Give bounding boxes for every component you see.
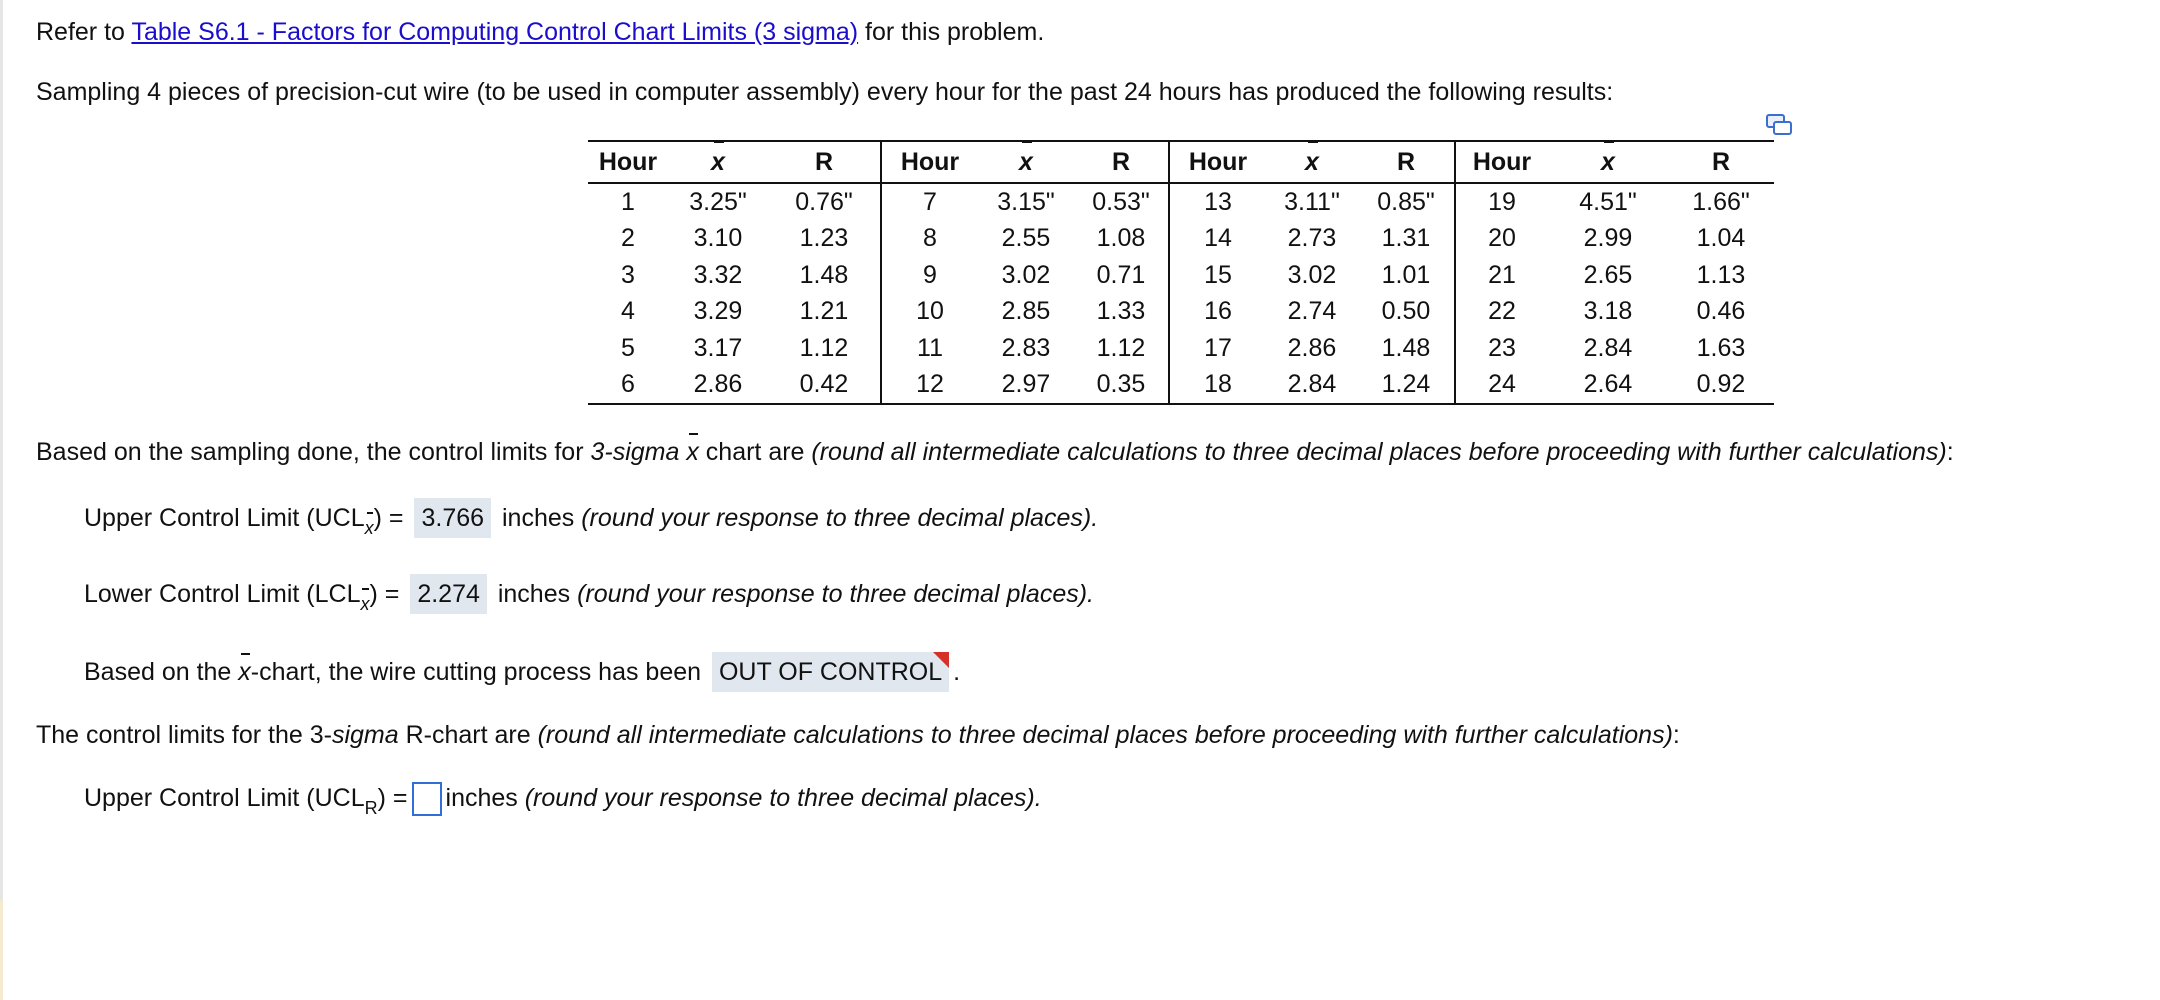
cell-hour: 15 <box>1169 257 1266 294</box>
table-row <box>588 367 1774 405</box>
cell-hour: 8 <box>881 221 978 258</box>
ucl-xbar-answer[interactable]: 3.766 <box>414 498 491 538</box>
table-row <box>588 257 1774 294</box>
cell-hour: 20 <box>1455 221 1548 258</box>
left-edge-bar <box>0 0 3 1000</box>
intro-suffix: for this problem. <box>858 18 1045 46</box>
cell-r: 0.76" <box>795 187 853 216</box>
header-xbar: x <box>1548 141 1668 183</box>
xbar-limits-intro: Based on the sampling done, the control limits for 3-sigma x chart are (round all intermediate calculations to three decimal places before proceeding with further calculations): <box>36 438 1954 466</box>
cell-r: 1.66" <box>1692 187 1750 216</box>
header-r: R <box>768 141 881 183</box>
cell-x: 3.32 <box>693 260 743 289</box>
cell-x: 3.15" <box>997 187 1055 216</box>
xbar-symbol: x <box>686 438 699 466</box>
cell-hour: 23 <box>1455 330 1548 367</box>
cell-hour: 12 <box>881 367 978 405</box>
cell-x: 2.99 <box>1583 224 1633 253</box>
cell-hour: 6 <box>588 367 668 405</box>
cell-r: 1.31 <box>1381 224 1431 253</box>
cell-x: 2.74 <box>1287 297 1337 326</box>
cell-hour: 19 <box>1455 183 1548 221</box>
lcl-xbar-answer[interactable]: 2.274 <box>410 574 487 614</box>
cell-hour: 18 <box>1169 367 1266 405</box>
cell-x: 3.11" <box>1284 187 1340 216</box>
cell-r: 1.63 <box>1696 333 1746 362</box>
cell-hour: 7 <box>881 183 978 221</box>
cell-r: 1.08 <box>1096 224 1146 253</box>
table-row <box>588 183 1774 221</box>
cell-hour: 5 <box>621 333 635 362</box>
intro-prefix: Refer to <box>36 18 132 46</box>
header-hour: Hour <box>588 141 668 183</box>
table-row <box>588 330 1774 367</box>
process-status-answer[interactable]: OUT OF CONTROL <box>712 652 949 692</box>
cell-x: 2.83 <box>1001 333 1051 362</box>
cell-x: 2.97 <box>978 367 1074 405</box>
cell-x: 3.02 <box>1287 260 1337 289</box>
intro-line <box>36 16 1044 48</box>
cell-r: 1.33 <box>1096 297 1146 326</box>
data-table <box>588 140 1774 405</box>
cell-x: 2.64 <box>1548 367 1668 405</box>
cell-hour: 11 <box>881 330 978 367</box>
cell-hour: 22 <box>1455 294 1548 331</box>
copy-icon[interactable] <box>1766 113 1792 135</box>
cell-x: 3.18 <box>1583 297 1633 326</box>
lcl-xbar-row: Lower Control Limit $(LCL_x) = 2.274$ inches (round your response to three decimal places). <box>84 574 1094 614</box>
table-row <box>588 221 1774 258</box>
cell-r: 1.48 <box>799 260 849 289</box>
cell-x: 4.51" <box>1579 187 1637 216</box>
cell-r: 1.12 <box>799 333 849 362</box>
cell-x: 2.85 <box>1001 297 1051 326</box>
table-header-row <box>588 141 1774 183</box>
cell-hour: 10 <box>881 294 978 331</box>
cell-hour: 3 <box>621 260 635 289</box>
table-s6-1-link[interactable]: Table S6.1 - Factors for Computing Control Chart Limits (3 sigma) <box>131 18 859 46</box>
cell-r: 0.35 <box>1074 367 1169 405</box>
cell-r: 1.12 <box>1096 333 1146 362</box>
ucl-r-input[interactable] <box>412 782 442 816</box>
cell-r: 1.23 <box>799 224 849 253</box>
problem-statement: Sampling 4 pieces of precision-cut wire (to be used in computer assembly) every hour for the past 24 hours has produced the following results: <box>36 78 1614 106</box>
table-body <box>588 183 1774 404</box>
cell-r: 1.13 <box>1696 260 1746 289</box>
cell-r: 1.04 <box>1696 224 1746 253</box>
cell-hour: 4 <box>621 297 635 326</box>
cell-hour: 2 <box>621 224 635 253</box>
cell-x: 2.84 <box>1266 367 1358 405</box>
process-verdict-row: Based on the x-chart, the wire cutting process has been OUT OF CONTROL . <box>84 652 960 692</box>
cell-x: 2.65 <box>1583 260 1633 289</box>
cell-x: 2.84 <box>1583 333 1633 362</box>
cell-x: 3.25" <box>689 187 747 216</box>
r-chart-intro: The control limits for the 3-sigma R-chart are (round all intermediate calculations to three decimal places before proceeding with further calculations): <box>36 721 1680 749</box>
cell-hour: 13 <box>1169 183 1266 221</box>
cell-x: 3.10 <box>693 224 743 253</box>
cell-x: 2.55 <box>1001 224 1051 253</box>
header-hour: Hour <box>1455 141 1548 183</box>
cell-r: 1.01 <box>1381 260 1431 289</box>
cell-hour: 17 <box>1169 330 1266 367</box>
cell-x: 3.02 <box>1001 260 1051 289</box>
header-r: R <box>1074 141 1169 183</box>
left-edge-accent <box>0 900 3 1000</box>
cell-r: 1.24 <box>1358 367 1455 405</box>
cell-x: 2.86 <box>668 367 768 405</box>
cell-hour: 16 <box>1169 294 1266 331</box>
cell-r: 0.92 <box>1668 367 1774 405</box>
cell-r: 1.21 <box>799 297 849 326</box>
cell-hour: 14 <box>1169 221 1266 258</box>
cell-r: 0.42 <box>768 367 881 405</box>
header-hour: Hour <box>1169 141 1266 183</box>
table-row <box>588 294 1774 331</box>
header-hour: Hour <box>881 141 978 183</box>
cell-r: 0.85" <box>1377 187 1435 216</box>
cell-r: 1.48 <box>1381 333 1431 362</box>
cell-r: 0.50 <box>1381 297 1431 326</box>
ucl-r-row: Upper Control Limit $(UCL_R)$ = inches (round your response to three decimal places). <box>84 784 1042 818</box>
header-xbar: x <box>668 141 768 183</box>
header-r: R <box>1358 141 1455 183</box>
header-xbar: x <box>1266 141 1358 183</box>
cell-x: 2.86 <box>1287 333 1337 362</box>
ucl-xbar-row: Upper Control Limit $(UCL_x) = 3.766$ inches (round your response to three decimal places). <box>84 498 1098 538</box>
cell-r: 0.46 <box>1696 297 1746 326</box>
cell-x: 3.29 <box>693 297 743 326</box>
cell-x: 3.17 <box>693 333 743 362</box>
cell-r: 0.71 <box>1096 260 1146 289</box>
header-r: R <box>1668 141 1774 183</box>
cell-hour: 1 <box>621 187 635 216</box>
cell-hour: 9 <box>881 257 978 294</box>
cell-r: 0.53" <box>1092 187 1150 216</box>
cell-hour: 21 <box>1455 257 1548 294</box>
cell-x: 2.73 <box>1287 224 1337 253</box>
cell-hour: 24 <box>1455 367 1548 405</box>
header-xbar: x <box>978 141 1074 183</box>
